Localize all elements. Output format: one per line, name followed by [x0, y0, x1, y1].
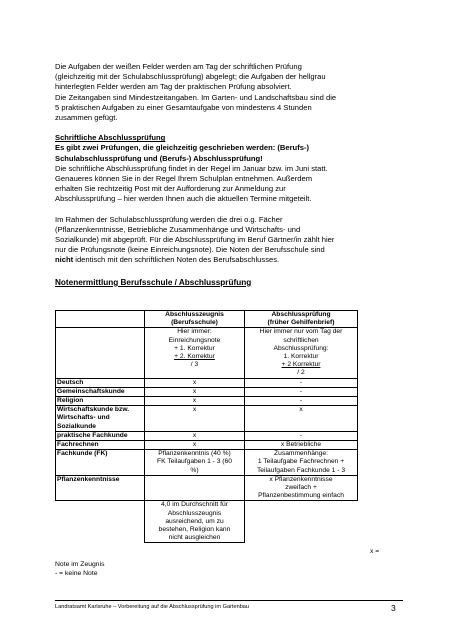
cell-line: / 3 — [190, 361, 199, 369]
final-empty — [245, 501, 358, 543]
row-pruefung — [245, 450, 358, 476]
formula-zeugnis — [145, 328, 245, 378]
final-empty — [56, 501, 145, 543]
cell-line: zweifach + — [285, 484, 317, 492]
text-line: 5 praktischen Aufgaben zu einer Gesamtaufgabe von mindestens 4 Stunden — [55, 102, 312, 112]
section-title: Schriftliche Abschlussprüfung — [55, 133, 166, 143]
row-zeugnis — [145, 378, 245, 387]
row-pruefung — [245, 475, 358, 501]
cell-line: Pflanzenkenntnis (40 %) — [158, 450, 231, 458]
final-zeugnis — [145, 501, 245, 543]
table-row — [56, 441, 358, 450]
cell-line: - — [299, 397, 303, 405]
formula-empty — [56, 328, 145, 378]
text-line: (Pflanzenkenntnisse, Betriebliche Zusammenhänge und Wirtschafts- und — [55, 224, 301, 234]
table-row — [56, 450, 358, 476]
row-pruefung — [245, 406, 358, 432]
legend-line: - = keine Note — [55, 570, 98, 577]
row-pruefung — [245, 431, 358, 440]
table-row — [56, 387, 358, 396]
row-label — [56, 475, 145, 501]
formula-pruefung — [245, 328, 358, 378]
text-line: Die schriftliche Abschlussprüfung findet in der Regel im Januar bzw. im Juni statt. — [55, 163, 328, 173]
row-pruefung — [245, 387, 358, 396]
cell-line: + 1. Korrektur — [174, 344, 215, 352]
cell-line: x — [299, 406, 303, 414]
cell-line: - — [299, 431, 303, 439]
grading-table — [55, 310, 358, 543]
cell-line: 4,0 im Durchschnitt für — [161, 501, 228, 509]
row-label — [56, 378, 145, 387]
text-line: Sozialkunde) mit abgeprüft. Für die Abschlussprüfung im Beruf Gärtner/in zählt hier — [55, 235, 335, 245]
cell-line: Zusammenhänge: — [274, 450, 328, 458]
cell-line: Hier immer: — [177, 328, 212, 336]
written-exam-section — [55, 133, 403, 204]
cell-line: Wirtschaftskunde bzw. — [57, 406, 130, 414]
cell-line: ausreichend, um zu — [165, 517, 224, 525]
row-label — [56, 431, 145, 440]
table-row — [56, 378, 358, 387]
row-label — [56, 387, 145, 396]
row-label — [56, 397, 145, 406]
legend — [55, 560, 105, 578]
cell-line: / 2 — [297, 369, 305, 377]
row-zeugnis — [145, 431, 245, 440]
cell-line: Teilaufgaben Fachkunde 1 - 3 — [256, 466, 346, 474]
cell-line: x — [192, 441, 197, 449]
cell-line: Abschlussprüfung — [271, 311, 331, 318]
cell-line: %) — [190, 466, 199, 474]
cell-line: x Betriebliche — [280, 441, 322, 449]
cell-line: x — [192, 431, 197, 439]
cell-line: Pflanzenkenntnisse — [57, 475, 120, 483]
cell-line: + 2. Korrektur — [174, 353, 215, 361]
row-pruefung — [245, 378, 358, 387]
table-final-row — [56, 501, 358, 543]
cell-line: x — [192, 406, 197, 414]
header-zeugnis — [145, 311, 245, 328]
row-label — [56, 406, 145, 432]
cell-line: Abschlusszeugnis — [165, 311, 224, 318]
cell-line: schriftlichen — [283, 336, 319, 344]
cell-line: (Berufsschule) — [171, 319, 218, 327]
text-line: Die Aufgaben der weißen Felder werden am Tag der schriftlichen Prüfung — [55, 62, 302, 71]
cell-line: Abschlussprüfung: — [273, 344, 329, 352]
cell-line: 1. Korrektur — [283, 353, 319, 361]
cell-line: FK Teilaufgaben 1 - 3 (60 — [157, 458, 232, 466]
cell-line: Wirtschafts- und — [57, 414, 110, 422]
text-line: hinterlegten Felder werden am Tag der praktischen Prüfung absolviert. — [55, 82, 292, 92]
row-pruefung — [245, 441, 358, 450]
legend-line: Note im Zeugnis — [55, 561, 105, 568]
text-line — [55, 255, 403, 265]
row-pruefung — [245, 397, 358, 406]
row-zeugnis — [145, 475, 245, 501]
cell-line: x — [192, 378, 197, 386]
text-line: Abschlussprüfung – hier werden Ihnen auch die aktuellen Termine mitgeteilt. — [55, 194, 312, 204]
cell-line: Fachrechnen — [57, 441, 99, 449]
text-line: nur die Prüfungsnote (keine Einreichungsnote). Die Noten der Berufsschule sind — [55, 245, 325, 255]
cell-line: x — [192, 387, 197, 395]
emphasis-nicht: nicht — [55, 255, 74, 265]
bold-line: Schulabschlussprüfung und (Berufs-) Abschlussprüfung! — [55, 153, 263, 163]
text-line: zusammen gefügt. — [55, 113, 118, 123]
cell-line: Gemeinschaftskunde — [57, 387, 125, 395]
intro-paragraph — [55, 62, 403, 123]
row-zeugnis — [145, 441, 245, 450]
cell-line: praktische Fachkunde — [57, 431, 128, 439]
cell-line: (früher Gehilfenbrief) — [267, 319, 335, 327]
row-zeugnis — [145, 397, 245, 406]
footer-divider — [55, 600, 403, 601]
bold-line: Es gibt zwei Prüfungen, die gleichzeitig geschrieben werden: (Berufs-) — [55, 143, 310, 153]
text-line: Die Zeitangaben sind Mindestzeitangaben. Im Garten- und Landschaftsbau sind die — [55, 92, 337, 102]
cell-line: Deutsch — [57, 378, 84, 386]
cell-line: bestehen, Religion kann — [158, 526, 231, 534]
cell-line: - — [299, 378, 303, 386]
cell-line: Religion — [57, 397, 84, 405]
row-label — [56, 450, 145, 476]
table-row — [56, 431, 358, 440]
school-exam-paragraph — [55, 215, 403, 266]
table-row — [56, 475, 358, 501]
text-fragment: identisch mit den schriftlichen Noten des Berufsabschlusses. — [73, 255, 280, 265]
cell-line: Fachkunde (FK) — [57, 450, 108, 458]
table-row — [56, 397, 358, 406]
cell-line: x Pflanzenkenntnisse — [269, 475, 333, 483]
text-line: Im Rahmen der Schulabschlussprüfung werden die drei o.g. Fächer — [55, 214, 283, 224]
x-equals-note: x = — [370, 548, 380, 555]
table-formula-row — [56, 328, 358, 378]
text-line: Genaueres können Sie in der Regel Ihrem Schulplan entnehmen. Außerdem — [55, 174, 313, 184]
page-number: 3 — [391, 603, 396, 613]
table-row — [56, 406, 358, 432]
cell-line: 1 Teilaufgabe Fachrechnen + — [257, 458, 345, 466]
footer-text: Landratsamt Karlsruhe – Vorbereitung auf die Abschlussprüfung im Gartenbau — [55, 604, 250, 610]
grading-title: Notenermittlung Berufsschule / Abschlussprüfung — [55, 277, 252, 287]
row-zeugnis — [145, 387, 245, 396]
cell-line: Pflanzenbestimmung einfach — [258, 492, 344, 500]
row-zeugnis — [145, 450, 245, 476]
table-header-row — [56, 311, 358, 328]
header-pruefung — [245, 311, 358, 328]
cell-line: + 2 Korrektur — [281, 361, 321, 369]
row-label — [56, 441, 145, 450]
text-line: (gleichzeitig mit der Schulabschlussprüfung) abgelegt; die Aufgaben der hellgrau — [55, 72, 326, 82]
text-line: erhalten Sie rechtzeitig Post mit der Aufforderung zur Anmeldung zur — [55, 184, 286, 194]
cell-line: Sozialkunde — [57, 422, 97, 430]
cell-line: Hier immer nur vom Tag der — [259, 328, 343, 336]
cell-line: Abschlusszeugnis — [167, 509, 222, 517]
body-text — [55, 62, 403, 288]
cell-line: nicht ausgleichen — [168, 534, 221, 542]
cell-line: x — [192, 397, 197, 405]
cell-line: - — [299, 387, 303, 395]
table-header-empty — [56, 311, 145, 328]
cell-line: Einreichungsnote — [168, 336, 221, 344]
row-zeugnis — [145, 406, 245, 432]
